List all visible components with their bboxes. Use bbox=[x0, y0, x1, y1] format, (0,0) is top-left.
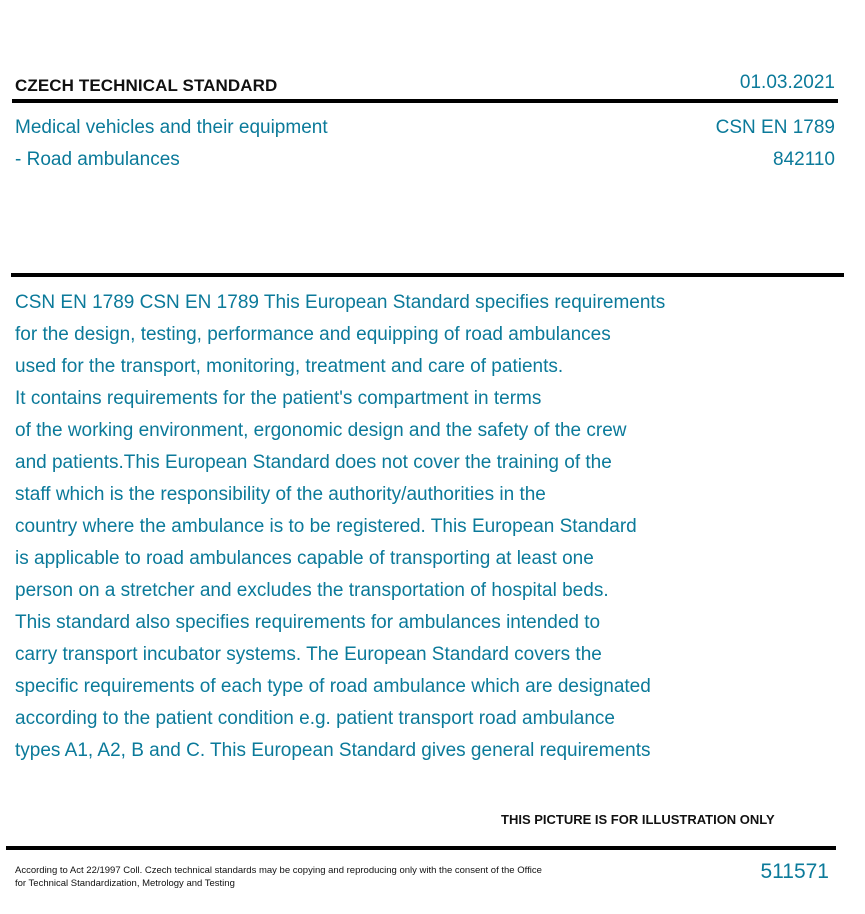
abstract-line: person on a stretcher and excludes the transportation of hospital beds. bbox=[15, 580, 609, 601]
abstract-line: used for the transport, monitoring, treatment and care of patients. bbox=[15, 356, 564, 377]
title-divider bbox=[11, 273, 844, 277]
legal-line-2: for Technical Standardization, Metrology and Testing bbox=[15, 878, 235, 889]
abstract-line: country where the ambulance is to be registered. This European Standard bbox=[15, 516, 637, 537]
legal-line-1: According to Act 22/1997 Coll. Czech technical standards may be copying and reproducing only with the consent of the Office bbox=[15, 865, 542, 876]
abstract-line: It contains requirements for the patient's compartment in terms bbox=[15, 388, 542, 409]
title-line-2: - Road ambulances bbox=[15, 149, 180, 170]
illustration-notice: THIS PICTURE IS FOR ILLUSTRATION ONLY bbox=[501, 812, 775, 827]
abstract-line: carry transport incubator systems. The European Standard covers the bbox=[15, 644, 602, 665]
abstract-line: is applicable to road ambulances capable of transporting at least one bbox=[15, 548, 594, 569]
title-line-1: Medical vehicles and their equipment bbox=[15, 117, 328, 138]
abstract-line: and patients.This European Standard does not cover the training of the bbox=[15, 452, 612, 473]
header-date: 01.03.2021 bbox=[739, 72, 835, 93]
abstract-text bbox=[15, 287, 815, 767]
abstract-line: according to the patient condition e.g. patient transport road ambulance bbox=[15, 708, 615, 729]
abstract-line: This standard also specifies requirements for ambulances intended to bbox=[15, 612, 601, 633]
class-number: 842110 bbox=[773, 149, 835, 170]
abstract-line: specific requirements of each type of road ambulance which are designated bbox=[15, 676, 651, 697]
header-divider bbox=[12, 99, 838, 103]
standard-code: CSN EN 1789 bbox=[715, 117, 835, 138]
abstract-line: CSN EN 1789 CSN EN 1789 This European Standard specifies requirements bbox=[15, 292, 666, 313]
legal-notice bbox=[15, 864, 542, 890]
footer-code: 511571 bbox=[760, 860, 829, 883]
abstract-line: for the design, testing, performance and equipping of road ambulances bbox=[15, 324, 611, 345]
abstract-line: staff which is the responsibility of the authority/authorities in the bbox=[15, 484, 546, 505]
footer-divider bbox=[6, 846, 836, 850]
abstract-line: of the working environment, ergonomic design and the safety of the crew bbox=[15, 420, 627, 441]
header-label: CZECH TECHNICAL STANDARD bbox=[15, 76, 278, 95]
abstract-line: types A1, A2, B and C. This European Standard gives general requirements bbox=[15, 740, 651, 761]
